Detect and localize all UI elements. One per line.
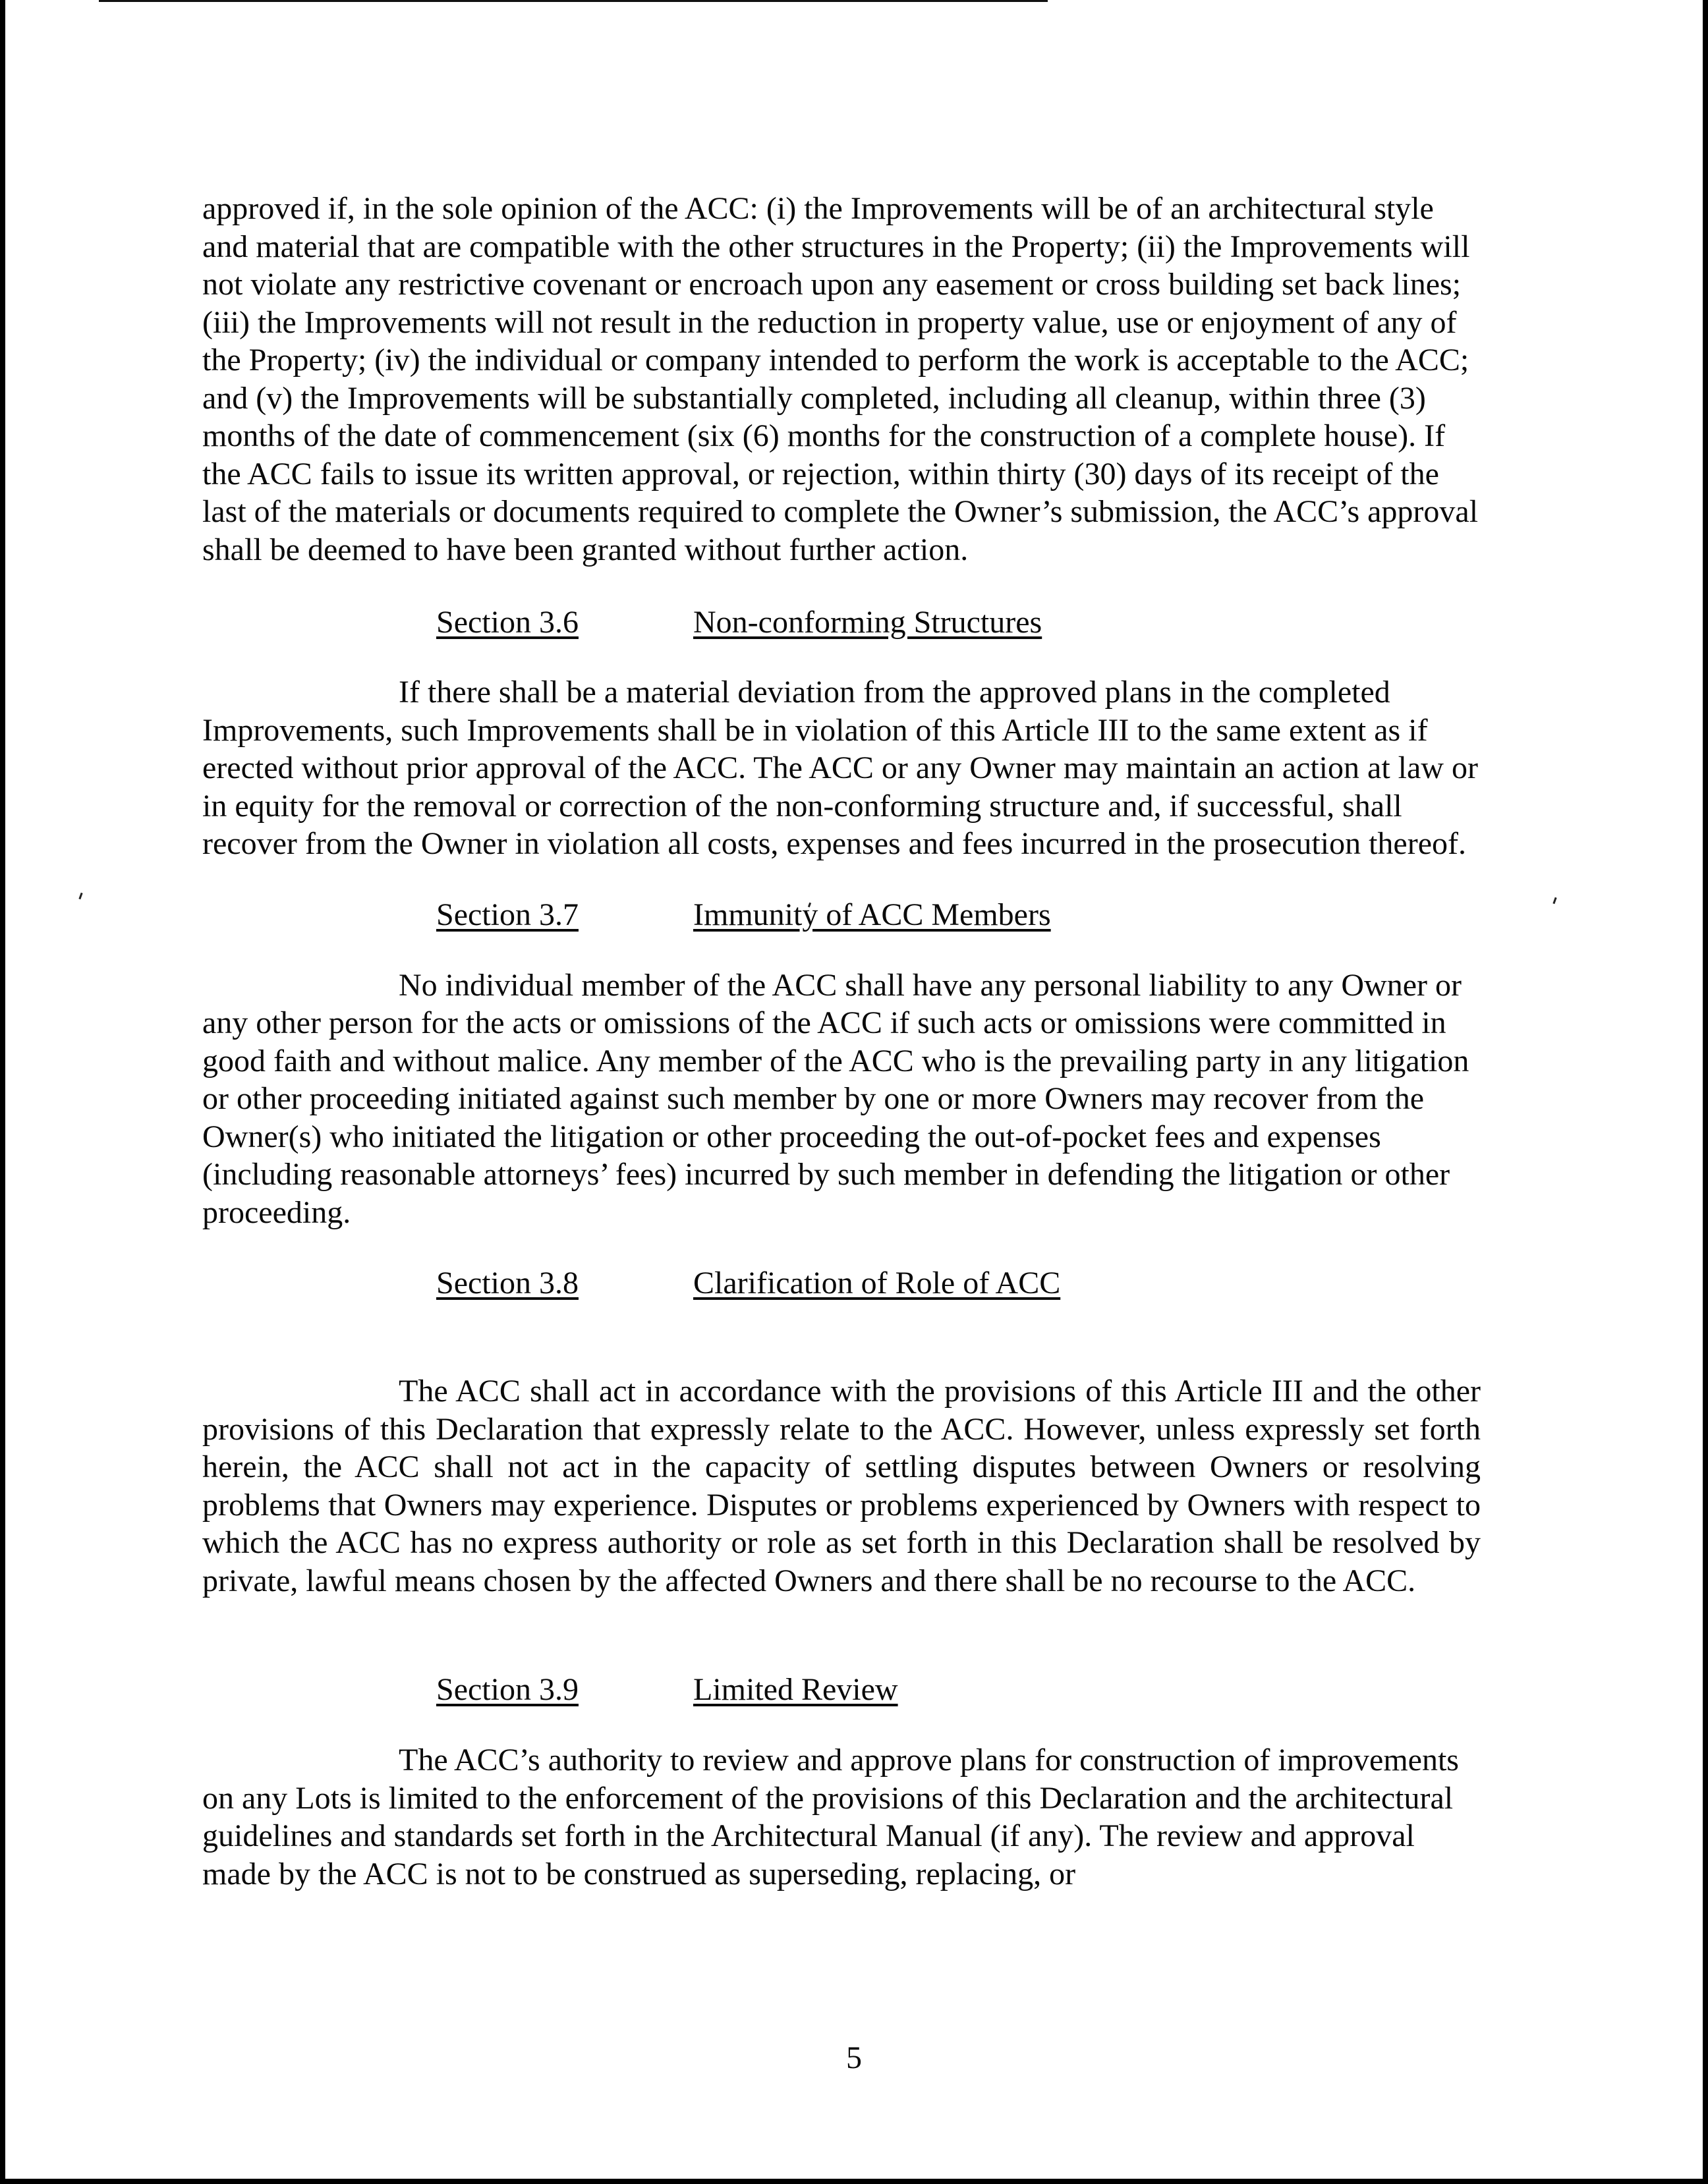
scan-speck	[1552, 897, 1556, 904]
section-number: Section 3.6	[436, 605, 579, 640]
scan-bottom-border	[0, 2179, 1708, 2184]
page-number: 5	[846, 2040, 862, 2075]
intro-paragraph: approved if, in the sole opinion of the ACC: (i) the Improvements will be of an architectural style and material that are compatible with the other structures in the Property; (ii) the Improvements will not violate any restrictive covenant or encroach upon any easement or cross building set back lines; (iii) the Improvements will not result in the reduction in property value, use or enjoyment of any of the Property; (iv) the individual or company intended to perform the work is acceptable to the ACC; and (v) the Improvements will be substantially completed, including all cleanup, within three (3) months of the date of commencement (six (6) months for the construction of a complete house). If the ACC fails to issue its written approval, or rejection, within thirty (30) days of its receipt of the last of the materials or documents required to complete the Owner’s submission, the ACC’s approval shall be deemed to have been granted without further action.	[202, 191, 1479, 567]
section-number: Section 3.7	[436, 897, 579, 932]
scan-left-border	[0, 0, 5, 2184]
scan-right-border	[1703, 0, 1708, 2184]
section-heading-3-8	[202, 1264, 1481, 1302]
section-heading-3-7	[202, 896, 1481, 934]
section-title: Clarification of Role of ACC	[693, 1266, 1061, 1301]
section-body-3-6: If there shall be a material deviation from the approved plans in the completed Improvements, such Improvements shall be in violation of this Article III to the same extent as if erected without prior approval of the ACC. The ACC or any Owner may maintain an action at law or in equity for the removal or correction of the non-conforming structure and, if successful, shall recover from the Owner in violation all costs, expenses and fees incurred in the prosecution thereof.	[202, 675, 1478, 861]
section-number: Section 3.8	[436, 1266, 579, 1301]
section-title: Non-conforming Structures	[693, 605, 1042, 640]
document-body	[202, 190, 1481, 1893]
section-title: Limited Review	[693, 1672, 898, 1707]
scan-speck	[78, 893, 82, 899]
section-body-3-9: The ACC’s authority to review and approve plans for construction of improvements on any Lots is limited to the enforcement of the provisions of this Declaration and the architectural guidelines and standards set forth in the Architectural Manual (if any). The review and approval made by the ACC is not to be construed as superseding, replacing, or	[202, 1743, 1459, 1891]
section-heading-3-6	[202, 603, 1481, 641]
section-body-3-8: The ACC shall act in accordance with the provisions of this Article III and the other provisions of this Declaration that expressly relate to the ACC. However, unless expressly set forth herein, the ACC shall not act in the capacity of settling disputes between Owners or resolving problems that Owners may experience. Disputes or problems experienced by Owners with respect to which the ACC has no express authority or role as set forth in this Declaration shall be resolved by private, lawful means chosen by the affected Owners and there shall be no recourse to the ACC.	[202, 1374, 1481, 1598]
scan-top-edge	[99, 0, 1048, 2]
section-heading-3-9	[202, 1671, 1481, 1708]
section-number: Section 3.9	[436, 1672, 579, 1707]
section-title: Immunity of ACC Members	[693, 897, 1051, 932]
section-body-3-7: No individual member of the ACC shall have any personal liability to any Owner or any other person for the acts or omissions of the ACC if such acts or omissions were committed in good faith and without malice. Any member of the ACC who is the prevailing party in any litigation or other proceeding initiated against such member by one or more Owners may recover from the Owner(s) who initiated the litigation or other proceeding the out-of-pocket fees and expenses (including reasonable attorneys’ fees) incurred by such member in defending the litigation or other proceeding.	[202, 967, 1469, 1230]
